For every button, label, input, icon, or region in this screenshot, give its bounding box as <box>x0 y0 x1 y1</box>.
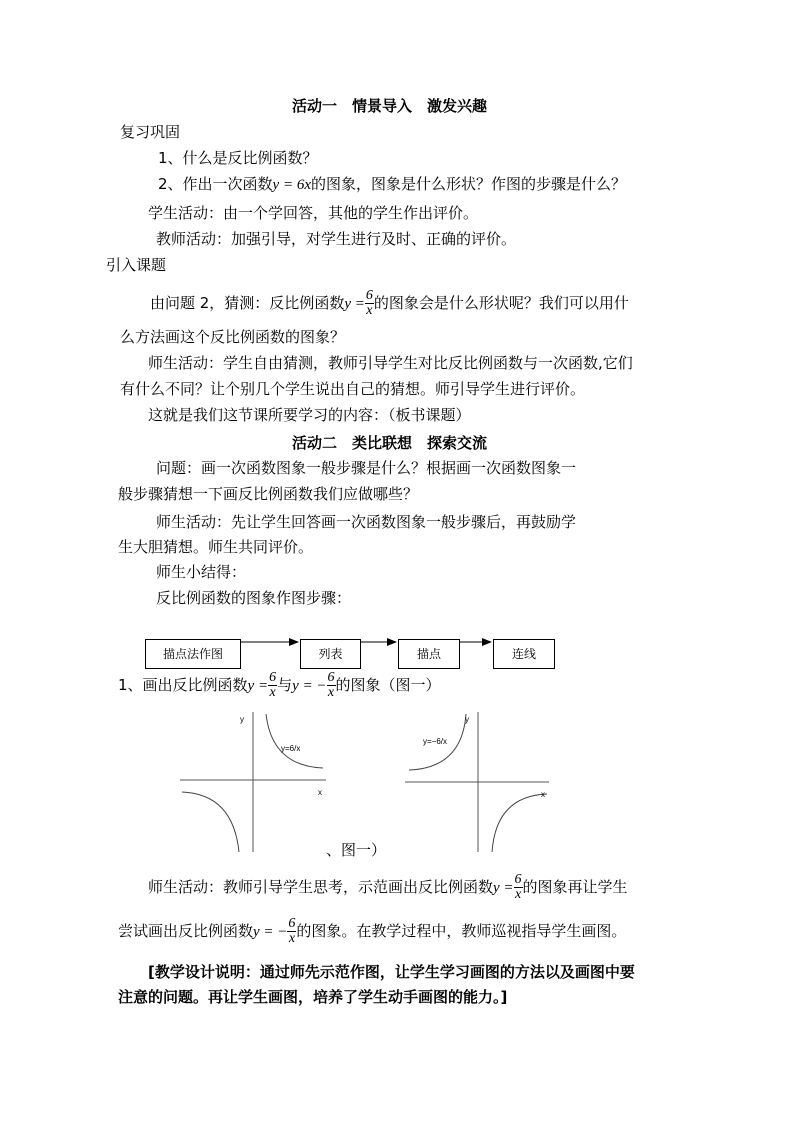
content-line: 这就是我们这节课所要学习的内容：（板书课题） <box>148 406 471 424</box>
right-x-label: x <box>541 790 545 799</box>
intro-post: 的图象会是什么形状呢？我们可以用什 <box>373 294 629 312</box>
closing-fraction-1: $\frac{6}{x}$ <box>514 872 522 902</box>
intro-heading: 引入课题 <box>106 256 167 274</box>
closing-line2 <box>118 916 626 947</box>
exercise-fraction-1: $\frac{6}{x}$ <box>269 670 277 700</box>
left-x-label: x <box>318 788 322 797</box>
closing-line1-pre: 师生活动：教师引导学生思考，示范画出反比例函数 <box>148 878 494 896</box>
intro-fraction: $\frac{6}{x}$ <box>365 288 373 318</box>
ts-activity1-line2: 有什么不同？让个别几个学生说出自己的猜想。师引导学生进行评价。 <box>120 380 586 398</box>
question-2-pre: 2、作出一次函数 <box>158 175 273 193</box>
intro-y-eq: y = <box>344 296 365 312</box>
question-line1: 问题：画一次函数图象一般步骤是什么？根据画一次函数图象一 <box>156 459 577 477</box>
flow-step-3: 描点 <box>398 639 460 669</box>
left-curve-label: y=6/x <box>281 744 301 753</box>
steps-heading: 反比例函数的图象作图步骤： <box>156 589 352 607</box>
intro-pre: 由问题 2，猜测：反比例函数 <box>150 294 345 312</box>
exercise-y-eq: y = <box>247 678 269 694</box>
flow-step-4: 连线 <box>493 639 555 669</box>
closing-y-eq-neg: y = − <box>253 924 288 940</box>
question-2-post: 的图象，图象是什么形状？作图的步骤是什么？ <box>310 175 626 193</box>
right-curve-label: y=−6/x <box>423 737 448 746</box>
flow-step-2: 列表 <box>300 639 361 669</box>
closing-line1 <box>148 872 628 903</box>
right-y-label: y <box>465 715 469 724</box>
design-note-line1: [教学设计说明：通过师先示范作图，让学生学习画图的方法以及画图中要 <box>148 963 635 981</box>
right-curve-q4 <box>492 794 547 852</box>
closing-fraction-2: $\frac{6}{x}$ <box>288 916 296 946</box>
activity2-title: 活动二 类比联想 探索交流 <box>292 434 488 452</box>
ts-activity2-line2: 生大胆猜想。师生共同评价。 <box>118 538 314 556</box>
ts-activity2-line1: 师生活动：先让学生回答画一次函数图象一般步骤后，再鼓励学 <box>156 513 577 531</box>
flow-step-1: 描点法作图 <box>145 639 241 669</box>
question-1: 1、什么是反比例函数？ <box>158 149 318 167</box>
ts-activity1-line1: 师生活动：学生自由猜测，教师引导学生对比反比例函数与一次函数,它们 <box>148 354 633 372</box>
closing-y-eq: y = <box>493 880 514 896</box>
exercise-fraction-2: $\frac{6}{x}$ <box>327 670 335 700</box>
summary: 师生小结得： <box>156 563 247 581</box>
left-curve-q1 <box>266 714 323 768</box>
activity1-title: 活动一 情景导入 激发兴趣 <box>292 97 488 115</box>
exercise-mid: 与 <box>277 676 293 694</box>
exercise-y-eq-neg: y = − <box>292 678 327 694</box>
left-y-label: y <box>240 715 244 724</box>
intro-line2: 么方法画这个反比例函数的图象？ <box>120 328 346 346</box>
closing-line2-post: 的图象。在教学过程中，教师巡视指导学生画图。 <box>296 922 627 940</box>
teacher-activity: 教师活动：加强引导，对学生进行及时、正确的评价。 <box>156 230 517 248</box>
exercise-post: 的图象（图一） <box>335 676 441 694</box>
left-curve-q3 <box>182 792 239 852</box>
exercise-pre: 1、画出反比例函数 <box>118 676 248 694</box>
closing-line1-post: 的图象再让学生 <box>522 878 628 896</box>
design-note-line2: 注意的问题。再让学生画图，培养了学生动手画图的能力。] <box>118 988 508 1006</box>
review-heading: 复习巩固 <box>120 123 181 141</box>
closing-line2-pre: 尝试画出反比例函数 <box>118 922 254 940</box>
question-2-formula: y = 6x <box>272 177 311 193</box>
student-activity: 学生活动：由一个学回答，其他的学生作出评价。 <box>148 204 479 222</box>
question-line2: 般步骤猜想一下画反比例函数我们应做哪些？ <box>118 485 419 503</box>
figure-caption: 、图一） <box>326 841 387 859</box>
